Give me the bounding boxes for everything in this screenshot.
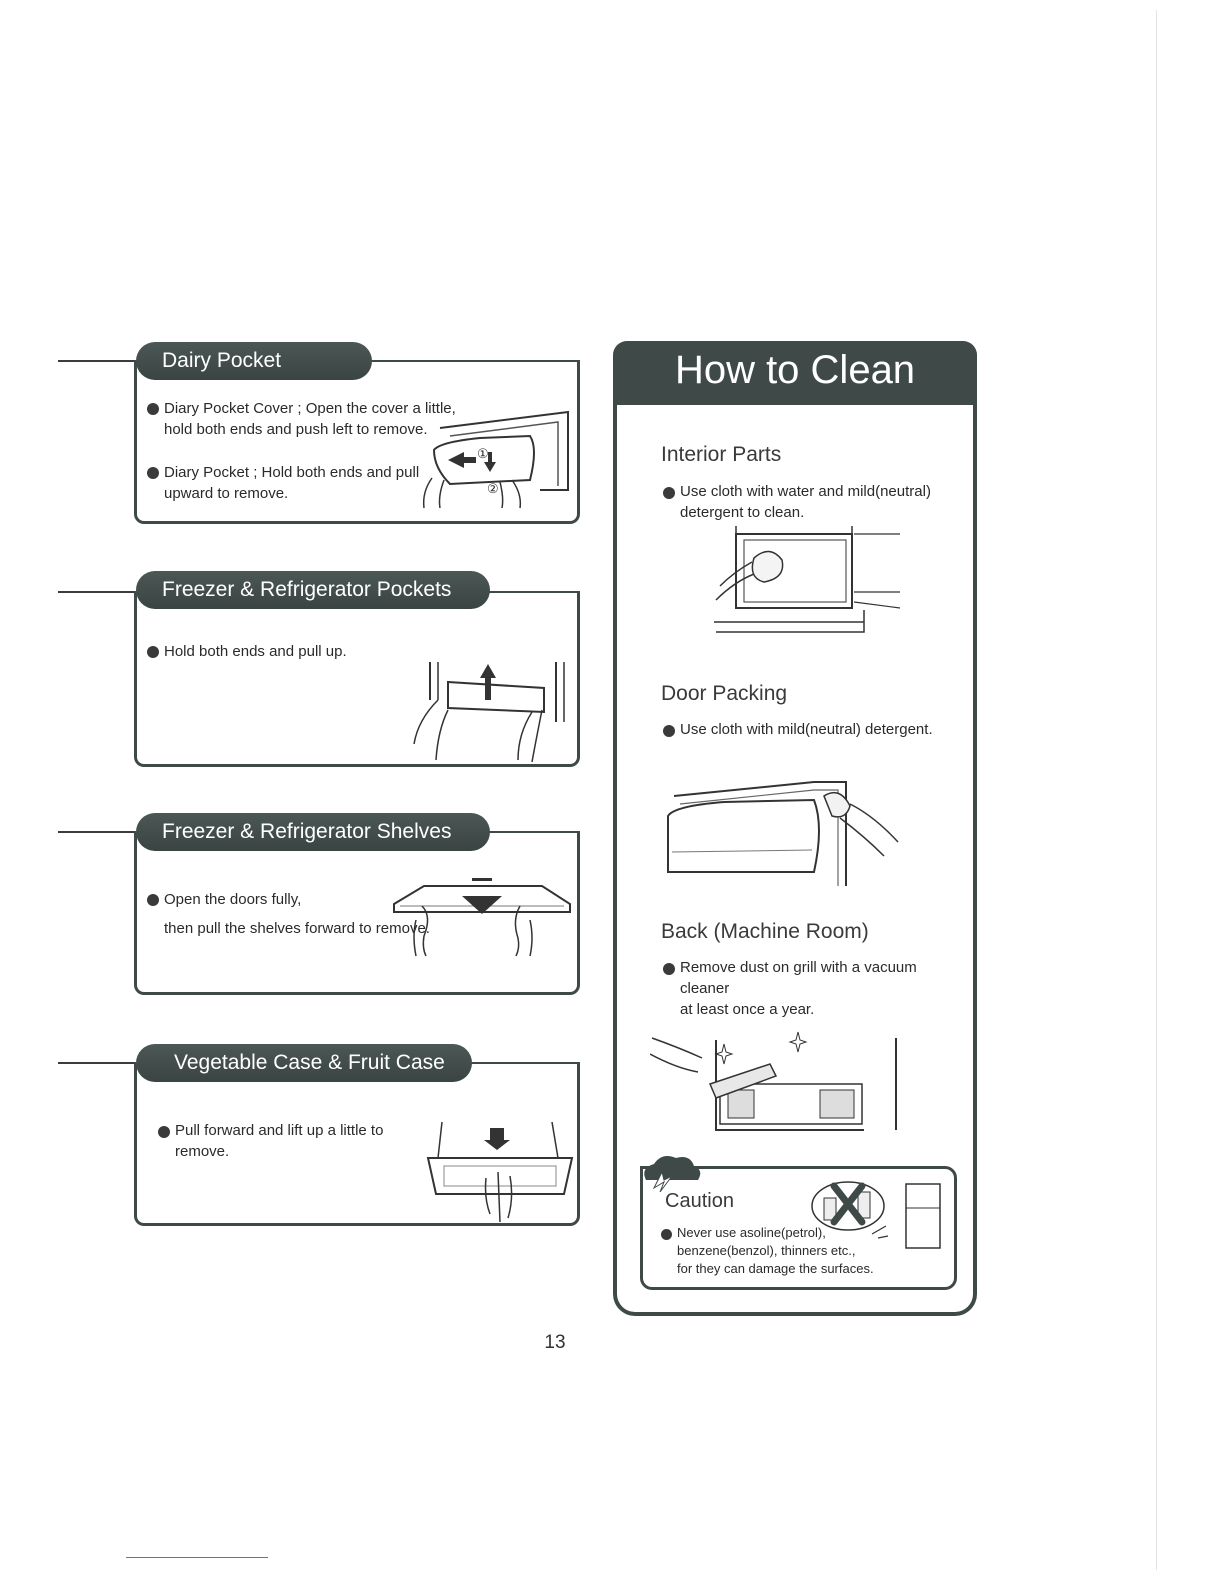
- door-packing-illustration: [664, 776, 900, 888]
- dairy-pocket-title: Dairy Pocket: [136, 342, 372, 380]
- interior-cleaning-illustration: [714, 522, 902, 640]
- page-number: 13: [544, 1332, 566, 1353]
- bullet-dot: [158, 1126, 170, 1138]
- bullet-dot: [663, 963, 675, 975]
- pockets-illustration: [408, 660, 572, 764]
- bullet-dot: [661, 1229, 672, 1240]
- shelves-instruction: Open the doors fully, then pull the shelves forward to remove.: [164, 891, 430, 937]
- dairy-mark-2: ②: [487, 481, 499, 496]
- shelves-title: Freezer & Refrigerator Shelves: [136, 813, 490, 851]
- door-packing-heading: Door Packing: [661, 682, 788, 705]
- page-edge: [1156, 10, 1157, 1570]
- bullet-dot: [663, 725, 675, 737]
- caution-heading: Caution: [665, 1190, 734, 1212]
- bullet-dot: [147, 467, 159, 479]
- pockets-title: Freezer & Refrigerator Pockets: [136, 571, 490, 609]
- pockets-instruction: Hold both ends and pull up.: [164, 643, 347, 660]
- bullet-dot: [663, 487, 675, 499]
- dairy-cover-instruction: Diary Pocket Cover ; Open the cover a little, hold both ends and push left to remove.: [164, 400, 456, 438]
- dairy-mark-1: ①: [477, 446, 489, 461]
- shelves-illustration: [392, 876, 572, 958]
- caution-instruction: Never use asoline(petrol), benzene(benzol), thinners etc., for they can damage the surfaces.: [677, 1225, 874, 1276]
- machine-room-illustration: [650, 1028, 900, 1136]
- bullet-dot: [147, 403, 159, 415]
- door-packing-instruction: Use cloth with mild(neutral) detergent.: [680, 721, 933, 738]
- how-to-clean-title: How to Clean: [613, 341, 977, 399]
- storm-cloud-icon: [632, 1150, 706, 1192]
- back-machine-room-heading: Back (Machine Room): [661, 920, 869, 943]
- back-machine-room-instruction: Remove dust on grill with a vacuum cleaner at least once a year.: [680, 959, 917, 1018]
- vegetable-illustration: [424, 1118, 576, 1222]
- dairy-pocket-instruction: Diary Pocket ; Hold both ends and pull upward to remove.: [164, 464, 420, 502]
- no-solvents-illustration: [810, 1178, 944, 1256]
- bullet-dot: [147, 894, 159, 906]
- vegetable-instruction: Pull forward and lift up a little to remove.: [175, 1122, 384, 1160]
- bullet-dot: [147, 646, 159, 658]
- interior-parts-instruction: Use cloth with water and mild(neutral) detergent to clean.: [680, 483, 931, 521]
- footer-underline: [126, 1557, 268, 1558]
- vegetable-title: Vegetable Case & Fruit Case: [136, 1044, 472, 1082]
- interior-parts-heading: Interior Parts: [661, 443, 782, 466]
